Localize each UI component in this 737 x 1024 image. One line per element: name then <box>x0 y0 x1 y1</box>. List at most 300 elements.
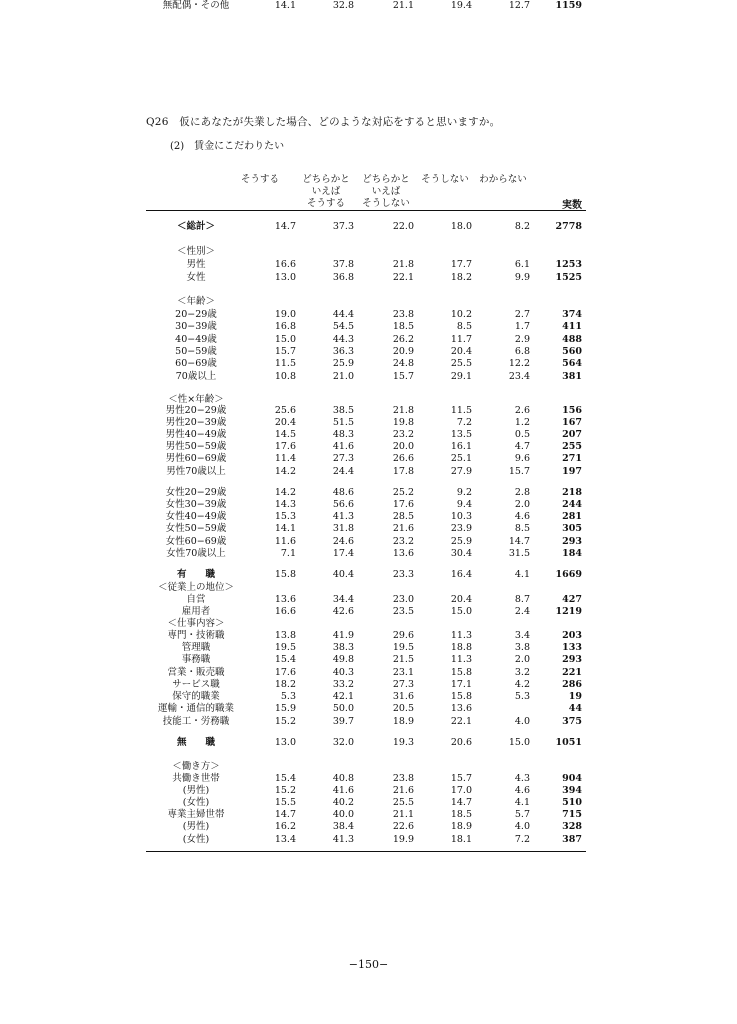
cell-percent: 48.3 <box>332 429 354 440</box>
row-label: (男性) <box>182 821 210 832</box>
cell-percent: 24.8 <box>392 358 414 369</box>
cell-count: 394 <box>562 785 582 796</box>
cell-percent: 27.3 <box>332 453 354 464</box>
cell-percent: 18.5 <box>392 321 414 332</box>
cell-count: 411 <box>562 321 582 332</box>
cell-percent: 34.4 <box>332 594 354 605</box>
cell-percent: 11.4 <box>274 453 296 464</box>
cell-count: 328 <box>562 821 582 832</box>
cell-percent: 38.4 <box>332 821 354 832</box>
row-label: 営業・販売職 <box>167 667 225 678</box>
cell-count: 1525 <box>555 272 582 283</box>
cell-percent: 37.3 <box>332 221 354 232</box>
cell-percent: 15.7 <box>508 466 530 477</box>
cell-percent: 17.0 <box>450 785 472 796</box>
cell-percent: 22.0 <box>392 221 414 232</box>
row-label: 女性60−69歳 <box>165 536 227 547</box>
table-row <box>0 569 737 581</box>
cell-count: 221 <box>562 667 582 678</box>
column-header-dont-know: わからない <box>479 174 527 185</box>
cell-percent: 21.1 <box>392 809 414 820</box>
cell-count: 427 <box>562 594 582 605</box>
table-row <box>0 441 737 453</box>
column-header-somewhat-yes <box>296 174 356 210</box>
cell-percent: 15.2 <box>274 785 296 796</box>
table-row <box>0 499 737 511</box>
cell-percent: 17.4 <box>332 548 354 559</box>
cell-count: 218 <box>562 487 582 498</box>
cell-percent: 3.8 <box>514 642 530 653</box>
cell-count: 197 <box>562 466 582 477</box>
cell-percent: 23.2 <box>392 429 414 440</box>
cell-percent: 23.8 <box>392 773 414 784</box>
row-label: 30−39歳 <box>175 321 217 332</box>
table-row <box>0 594 737 606</box>
cell-count: 207 <box>562 429 582 440</box>
cell-percent: 21.5 <box>392 654 414 665</box>
cell-percent: 15.7 <box>392 371 414 382</box>
table-row <box>0 785 737 797</box>
row-label: 70歳以上 <box>175 371 217 382</box>
cell-percent: 19.8 <box>392 417 414 428</box>
cell-percent: 22.6 <box>392 821 414 832</box>
row-label: 女性50−59歳 <box>165 523 227 534</box>
cell-percent: 8.7 <box>514 594 530 605</box>
row-label: 共働き世帯 <box>172 773 220 784</box>
cell-percent: 27.3 <box>392 679 414 690</box>
table-row <box>0 548 737 560</box>
cell-count: 305 <box>562 523 582 534</box>
cell-percent: 21.8 <box>392 405 414 416</box>
table-row <box>0 809 737 821</box>
cell-percent: 14.7 <box>274 221 296 232</box>
cell-count: 488 <box>562 334 582 345</box>
cell-percent: 7.1 <box>280 548 296 559</box>
cell-percent: 4.0 <box>514 716 530 727</box>
cell-percent: 40.4 <box>332 569 354 580</box>
cell-percent: 25.2 <box>392 487 414 498</box>
cell-percent: 17.6 <box>274 441 296 452</box>
row-label: ＜総計＞ <box>176 221 215 232</box>
cell-percent: 15.7 <box>450 773 472 784</box>
cell-percent: 17.8 <box>392 466 414 477</box>
cell-percent: 22.1 <box>450 716 472 727</box>
cell-count: 203 <box>562 630 582 641</box>
row-label: 女性30−39歳 <box>165 499 227 510</box>
table-row <box>0 371 737 383</box>
table-row <box>0 259 737 271</box>
cell-percent: 18.5 <box>450 809 472 820</box>
table-row <box>0 703 737 715</box>
cell-percent: 14.7 <box>274 809 296 820</box>
cell-percent: 31.8 <box>332 523 354 534</box>
cell-percent: 25.6 <box>274 405 296 416</box>
cell-count: 375 <box>562 716 582 727</box>
table-row <box>0 642 737 654</box>
cell-percent: 33.2 <box>332 679 354 690</box>
cell-percent: 17.6 <box>392 499 414 510</box>
cell-count: 1159 <box>555 0 582 11</box>
cell-percent: 19.4 <box>450 0 472 11</box>
group-label: ＜働き方＞ <box>172 761 220 772</box>
cell-percent: 23.4 <box>508 371 530 382</box>
cell-percent: 28.5 <box>392 511 414 522</box>
cell-percent: 15.8 <box>450 667 472 678</box>
group-heading-row <box>0 296 737 308</box>
cell-percent: 20.9 <box>392 346 414 357</box>
cell-percent: 21.6 <box>392 785 414 796</box>
cell-count: 271 <box>562 453 582 464</box>
cell-percent: 14.7 <box>508 536 530 547</box>
row-label: 有 職 <box>176 569 215 580</box>
cell-percent: 20.5 <box>392 703 414 714</box>
cell-percent: 10.2 <box>450 309 472 320</box>
cell-percent: 21.6 <box>392 523 414 534</box>
cell-percent: 54.5 <box>332 321 354 332</box>
cell-percent: 8.5 <box>514 523 530 534</box>
cell-percent: 14.1 <box>274 0 296 11</box>
cell-percent: 18.9 <box>450 821 472 832</box>
cell-percent: 25.5 <box>392 797 414 808</box>
cell-percent: 20.6 <box>450 737 472 748</box>
cell-percent: 41.6 <box>332 785 354 796</box>
cell-percent: 11.5 <box>450 405 472 416</box>
group-heading-row <box>0 618 737 630</box>
cell-count: 167 <box>562 417 582 428</box>
cell-percent: 15.2 <box>274 716 296 727</box>
cell-percent: 4.1 <box>514 569 530 580</box>
row-label: 女性 <box>186 272 206 283</box>
question-title: Q26 仮にあなたが失業した場合、どのような対応をすると思いますか。 <box>146 116 501 128</box>
cell-percent: 16.6 <box>274 606 296 617</box>
cell-percent: 4.1 <box>514 797 530 808</box>
cell-percent: 14.2 <box>274 466 296 477</box>
cell-percent: 16.1 <box>450 441 472 452</box>
cell-percent: 10.8 <box>274 371 296 382</box>
row-label: (女性) <box>182 834 210 845</box>
cell-percent: 15.4 <box>274 773 296 784</box>
cell-percent: 1.2 <box>514 417 530 428</box>
cell-percent: 6.8 <box>514 346 530 357</box>
table-row <box>0 321 737 333</box>
cell-percent: 42.6 <box>332 606 354 617</box>
row-label: 50−59歳 <box>175 346 217 357</box>
cell-percent: 2.7 <box>514 309 530 320</box>
cell-percent: 24.6 <box>332 536 354 547</box>
cell-percent: 24.4 <box>332 466 354 477</box>
cell-percent: 38.3 <box>332 642 354 653</box>
row-label: 保守的職業 <box>172 691 220 702</box>
cell-percent: 4.6 <box>514 511 530 522</box>
row-label: 男性40−49歳 <box>165 429 227 440</box>
cell-percent: 11.3 <box>450 630 472 641</box>
cell-percent: 18.9 <box>392 716 414 727</box>
row-label: 男性20−29歳 <box>165 405 227 416</box>
bottom-rule <box>146 851 586 852</box>
group-label: ＜仕事内容＞ <box>167 618 225 629</box>
cell-percent: 13.4 <box>274 834 296 845</box>
header-rule <box>146 210 586 211</box>
cell-count: 1051 <box>555 737 582 748</box>
cell-percent: 36.8 <box>332 272 354 283</box>
header-line: どちらかと <box>302 174 350 185</box>
cell-count: 293 <box>562 654 582 665</box>
cell-count: 1219 <box>555 606 582 617</box>
cell-percent: 18.1 <box>450 834 472 845</box>
header-line: どちらかと <box>362 174 410 185</box>
cell-percent: 15.8 <box>274 569 296 580</box>
cell-percent: 32.8 <box>332 0 354 11</box>
cell-count: 133 <box>562 642 582 653</box>
cell-percent: 13.6 <box>450 703 472 714</box>
table-row <box>0 346 737 358</box>
cell-percent: 44.3 <box>332 334 354 345</box>
cell-percent: 3.4 <box>514 630 530 641</box>
cell-percent: 15.9 <box>274 703 296 714</box>
cell-percent: 23.0 <box>392 594 414 605</box>
cell-percent: 20.4 <box>450 594 472 605</box>
cell-percent: 15.0 <box>274 334 296 345</box>
cell-percent: 38.5 <box>332 405 354 416</box>
table-row <box>0 358 737 370</box>
cell-percent: 41.3 <box>332 511 354 522</box>
table-row <box>0 679 737 691</box>
cell-count: 244 <box>562 499 582 510</box>
cell-percent: 49.8 <box>332 654 354 665</box>
cell-percent: 27.9 <box>450 466 472 477</box>
cell-percent: 25.9 <box>332 358 354 369</box>
row-label: 男性50−59歳 <box>165 441 227 452</box>
cell-percent: 23.2 <box>392 536 414 547</box>
cell-count: 510 <box>562 797 582 808</box>
cell-percent: 14.5 <box>274 429 296 440</box>
cell-count: 904 <box>562 773 582 784</box>
table-row <box>0 716 737 728</box>
group-label: ＜従業上の地位＞ <box>157 582 234 593</box>
table-row <box>0 630 737 642</box>
cell-percent: 17.1 <box>450 679 472 690</box>
cell-percent: 17.6 <box>274 667 296 678</box>
cell-count: 560 <box>562 346 582 357</box>
cell-count: 387 <box>562 834 582 845</box>
cell-percent: 4.0 <box>514 821 530 832</box>
cell-percent: 36.3 <box>332 346 354 357</box>
table-row <box>0 606 737 618</box>
row-label: 自営 <box>186 594 206 605</box>
cell-percent: 19.5 <box>392 642 414 653</box>
cell-percent: 9.6 <box>514 453 530 464</box>
group-label: ＜年齢＞ <box>176 296 215 307</box>
cell-percent: 2.6 <box>514 405 530 416</box>
cell-percent: 11.7 <box>450 334 472 345</box>
cell-percent: 26.2 <box>392 334 414 345</box>
cell-percent: 37.8 <box>332 259 354 270</box>
cell-percent: 40.0 <box>332 809 354 820</box>
cell-percent: 20.4 <box>450 346 472 357</box>
cell-percent: 19.5 <box>274 642 296 653</box>
table-row <box>0 487 737 499</box>
table-row <box>0 334 737 346</box>
cell-count: 715 <box>562 809 582 820</box>
cell-percent: 9.4 <box>456 499 472 510</box>
table-row <box>0 0 737 12</box>
cell-percent: 2.8 <box>514 487 530 498</box>
cell-percent: 48.6 <box>332 487 354 498</box>
cell-percent: 21.1 <box>392 0 414 11</box>
table-row <box>0 221 737 233</box>
cell-percent: 40.2 <box>332 797 354 808</box>
column-header-no: そうしない <box>421 174 469 185</box>
cell-percent: 41.3 <box>332 834 354 845</box>
cell-percent: 5.3 <box>514 691 530 702</box>
table-row <box>0 834 737 846</box>
cell-count: 2778 <box>555 221 582 232</box>
cell-percent: 40.3 <box>332 667 354 678</box>
cell-percent: 22.1 <box>392 272 414 283</box>
cell-percent: 23.5 <box>392 606 414 617</box>
cell-percent: 18.2 <box>450 272 472 283</box>
cell-percent: 19.3 <box>392 737 414 748</box>
cell-percent: 29.6 <box>392 630 414 641</box>
header-line: いえば <box>371 186 401 197</box>
cell-percent: 4.3 <box>514 773 530 784</box>
row-label: 20−29歳 <box>175 309 217 320</box>
cell-count: 381 <box>562 371 582 382</box>
table-row <box>0 737 737 749</box>
header-line: そうしない <box>362 198 410 209</box>
cell-percent: 25.5 <box>450 358 472 369</box>
cell-percent: 0.5 <box>514 429 530 440</box>
row-label: 男性 <box>186 259 206 270</box>
cell-percent: 30.4 <box>450 548 472 559</box>
group-label: ＜性×年齢＞ <box>168 394 224 405</box>
cell-percent: 29.1 <box>450 371 472 382</box>
group-heading-row <box>0 761 737 773</box>
table-row <box>0 272 737 284</box>
cell-percent: 15.3 <box>274 511 296 522</box>
cell-count: 184 <box>562 548 582 559</box>
cell-count: 564 <box>562 358 582 369</box>
cell-percent: 15.8 <box>450 691 472 702</box>
question-subtitle: (2) 賃金にこだわりたい <box>170 141 285 152</box>
cell-percent: 23.8 <box>392 309 414 320</box>
table-row <box>0 536 737 548</box>
cell-percent: 4.2 <box>514 679 530 690</box>
cell-percent: 12.7 <box>508 0 530 11</box>
table-row <box>0 797 737 809</box>
cell-percent: 1.7 <box>514 321 530 332</box>
cell-percent: 5.7 <box>514 809 530 820</box>
table-row <box>0 511 737 523</box>
cell-count: 293 <box>562 536 582 547</box>
cell-percent: 9.2 <box>456 487 472 498</box>
table-row <box>0 405 737 417</box>
cell-count: 1669 <box>555 569 582 580</box>
row-label: 男性70歳以上 <box>166 466 226 477</box>
cell-percent: 13.6 <box>274 594 296 605</box>
cell-percent: 40.8 <box>332 773 354 784</box>
cell-percent: 3.2 <box>514 667 530 678</box>
cell-percent: 11.3 <box>450 654 472 665</box>
cell-percent: 26.6 <box>392 453 414 464</box>
cell-percent: 14.2 <box>274 487 296 498</box>
cell-percent: 25.9 <box>450 536 472 547</box>
cell-percent: 39.7 <box>332 716 354 727</box>
table-row <box>0 523 737 535</box>
cell-percent: 23.1 <box>392 667 414 678</box>
cell-percent: 16.6 <box>274 259 296 270</box>
row-label: 女性70歳以上 <box>166 548 226 559</box>
cell-percent: 31.6 <box>392 691 414 702</box>
row-label: 無 職 <box>176 737 215 748</box>
cell-percent: 14.7 <box>450 797 472 808</box>
table-row <box>0 821 737 833</box>
group-heading-row <box>0 246 737 258</box>
cell-percent: 56.6 <box>332 499 354 510</box>
row-label: 60−69歳 <box>175 358 217 369</box>
cell-percent: 16.8 <box>274 321 296 332</box>
cell-count: 281 <box>562 511 582 522</box>
cell-percent: 21.0 <box>332 371 354 382</box>
row-label: 女性20−29歳 <box>165 487 227 498</box>
row-label: 女性40−49歳 <box>165 511 227 522</box>
cell-percent: 2.9 <box>514 334 530 345</box>
row-label: 男性20−39歳 <box>165 417 227 428</box>
row-label: サービス職 <box>172 679 220 690</box>
row-label: 技能工・労務職 <box>162 716 230 727</box>
cell-percent: 2.0 <box>514 654 530 665</box>
cell-percent: 18.2 <box>274 679 296 690</box>
row-label: 男性60−69歳 <box>165 453 227 464</box>
cell-percent: 19.9 <box>392 834 414 845</box>
cell-percent: 17.7 <box>450 259 472 270</box>
row-label: 運輸・通信的職業 <box>157 703 234 714</box>
cell-percent: 15.0 <box>508 737 530 748</box>
column-header-somewhat-no <box>356 174 416 210</box>
cell-percent: 11.6 <box>274 536 296 547</box>
cell-percent: 15.0 <box>450 606 472 617</box>
cell-percent: 25.1 <box>450 453 472 464</box>
cell-percent: 12.2 <box>508 358 530 369</box>
cell-percent: 8.5 <box>456 321 472 332</box>
column-header-count: 実数 <box>562 200 582 211</box>
cell-count: 19 <box>568 691 582 702</box>
cell-count: 286 <box>562 679 582 690</box>
cell-percent: 18.0 <box>450 221 472 232</box>
cell-percent: 2.4 <box>514 606 530 617</box>
header-line: いえば <box>311 186 341 197</box>
row-label: 40−49歳 <box>175 334 217 345</box>
row-label: 事務職 <box>181 654 211 665</box>
cell-percent: 7.2 <box>456 417 472 428</box>
row-label: 管理職 <box>181 642 211 653</box>
cell-percent: 41.9 <box>332 630 354 641</box>
table-row <box>0 466 737 478</box>
cell-percent: 23.3 <box>392 569 414 580</box>
cell-percent: 16.2 <box>274 821 296 832</box>
cell-count: 1253 <box>555 259 582 270</box>
cell-percent: 13.8 <box>274 630 296 641</box>
cell-percent: 20.0 <box>392 441 414 452</box>
cell-percent: 13.0 <box>274 272 296 283</box>
group-label: ＜性別＞ <box>176 246 215 257</box>
cell-percent: 15.7 <box>274 346 296 357</box>
page-number: −150− <box>348 958 389 971</box>
table-row <box>0 309 737 321</box>
cell-percent: 31.5 <box>508 548 530 559</box>
cell-percent: 23.9 <box>450 523 472 534</box>
table-row <box>0 667 737 679</box>
